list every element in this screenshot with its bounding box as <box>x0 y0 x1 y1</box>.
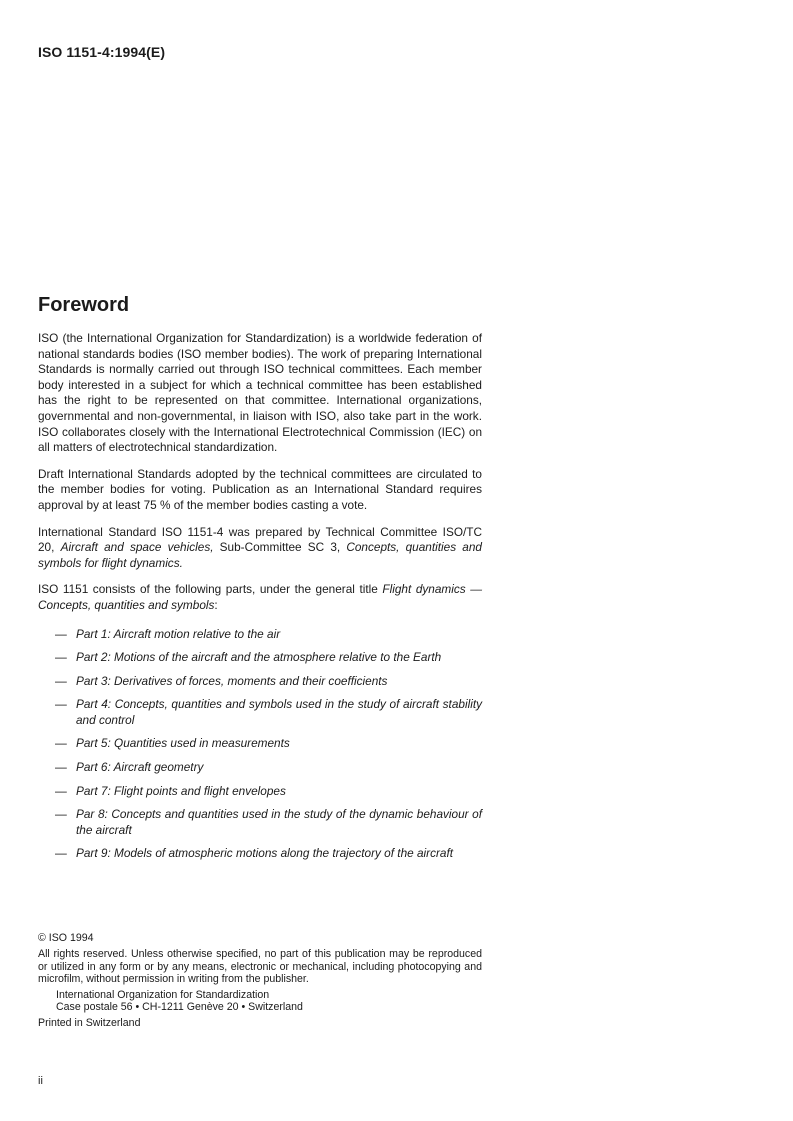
tc-title: Aircraft and space vehicles, <box>60 540 214 555</box>
printed-in: Printed in Switzerland <box>38 1017 141 1030</box>
parts-list <box>38 627 482 863</box>
document-id: ISO 1151-4:1994(E) <box>38 44 166 60</box>
list-dash: — <box>55 807 67 822</box>
prepared-by-text: International Standard ISO 1151-4 was prepared by Technical Committee ISO/TC 20, <box>38 524 482 555</box>
part-title: Part 9: Models of atmospheric motions along the trajectory of the aircraft <box>76 846 454 861</box>
foreword-body <box>38 331 482 870</box>
paragraph-prepared-by <box>38 525 482 572</box>
parts-intro-end: : <box>214 597 218 612</box>
list-item <box>38 846 482 862</box>
part-title: Part 6: Aircraft geometry <box>76 760 204 775</box>
list-dash: — <box>55 760 67 775</box>
list-item <box>38 807 482 838</box>
list-dash: — <box>55 783 67 798</box>
list-dash: — <box>55 673 67 688</box>
paragraph-iso-intro: ISO (the International Organization for Standardization) is a worldwide federation of national standards bodies (ISO member bodies). The work of preparing International Standards is normally carried out through ISO technical committees. Each member body interested in a subject for which a technical committee has been established has the right to be represented on that committee. International organizations, governmental and non-governmental, in liaison with ISO, also take part in the work. ISO collaborates closely with the International Electrotechnical Commission (IEC) on all matters of electrotechnical standardization. <box>38 331 482 455</box>
list-item <box>38 627 482 643</box>
copyright-notice: © ISO 1994 <box>38 932 94 944</box>
paragraph-parts-intro <box>38 582 482 613</box>
part-title: Part 1: Aircraft motion relative to the air <box>76 626 281 641</box>
list-dash: — <box>55 736 67 751</box>
part-title: Part 2: Motions of the aircraft and the atmosphere relative to the Earth <box>76 650 442 665</box>
list-item <box>38 736 482 752</box>
list-item <box>38 697 482 728</box>
publisher-address <box>38 989 482 1014</box>
list-dash: — <box>55 697 67 712</box>
page-number: ii <box>38 1075 43 1087</box>
foreword-heading: Foreword <box>38 294 130 316</box>
list-item <box>38 760 482 776</box>
copyright-block <box>38 932 482 1030</box>
publisher-name: International Organization for Standardization <box>56 988 270 1001</box>
list-item <box>38 784 482 800</box>
parts-intro-text: ISO 1151 consists of the following parts, under the general title <box>38 582 383 597</box>
part-title: Part 7: Flight points and flight envelopes <box>76 783 286 798</box>
list-dash: — <box>55 626 67 641</box>
paragraph-draft-standards: Draft International Standards adopted by the technical committees are circulated to the member bodies for voting. Publication as an International Standard requires approval by at least 75 % of the member bodies casting a vote. <box>38 466 482 512</box>
part-title: Part 4: Concepts, quantities and symbols used in the study of aircraft stability and control <box>76 697 482 727</box>
subcommittee-text: Sub-Committee SC 3, <box>213 540 347 555</box>
list-dash: — <box>55 650 67 665</box>
list-dash: — <box>55 846 67 861</box>
rights-statement: All rights reserved. Unless otherwise specified, no part of this publication may be reproduced or utilized in any form or by any means, electronic or mechanical, including photocopying and microfilm, without permission in writing from the publisher. <box>38 948 482 986</box>
list-item <box>38 650 482 666</box>
part-title: Part 3: Derivatives of forces, moments and their coefficients <box>76 673 388 688</box>
list-item <box>38 674 482 690</box>
general-title: Flight dynamics — Concepts, quantities and symbols <box>38 582 482 612</box>
part-title: Par 8: Concepts and quantities used in the study of the dynamic behaviour of the aircraft <box>76 807 482 837</box>
sc-title: Concepts, quantities and symbols for flight dynamics. <box>38 540 482 570</box>
part-title: Part 5: Quantities used in measurements <box>76 736 290 751</box>
publisher-postal-address: Case postale 56 • CH-1211 Genève 20 • Switzerland <box>56 1001 303 1014</box>
